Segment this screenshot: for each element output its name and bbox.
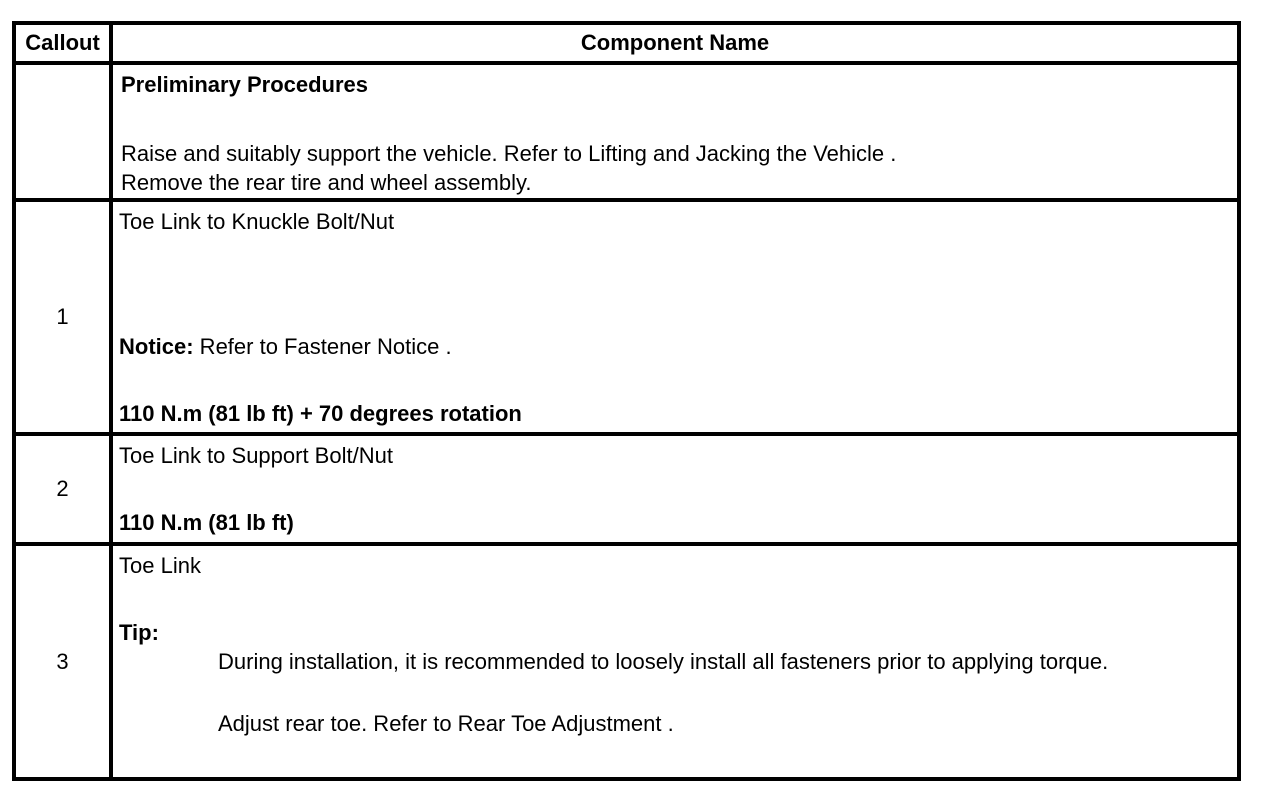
lifting-jacking-link[interactable]: Lifting and Jacking the Vehicle	[588, 141, 885, 166]
callout-number: 3	[14, 544, 111, 779]
table-row	[14, 434, 1239, 544]
notice-label: Notice:	[119, 334, 194, 359]
header-component-name: Component Name	[111, 23, 1239, 63]
procedure-table	[12, 21, 1241, 781]
component-cell	[111, 63, 1239, 200]
torque-spec: 110 N.m (81 lb ft)	[119, 510, 294, 535]
component-name: Toe Link to Knuckle Bolt/Nut	[119, 209, 395, 234]
preliminary-title: Preliminary Procedures	[121, 72, 369, 97]
preliminary-step-2: Remove the rear tire and wheel assembly.	[121, 170, 532, 195]
component-cell	[111, 200, 1239, 434]
header-row	[14, 23, 1239, 63]
preliminary-step-1-prefix: Raise and suitably support the vehicle. Refer to	[121, 141, 589, 166]
preliminary-step-1	[121, 140, 896, 168]
component-name: Toe Link	[119, 553, 201, 578]
table-row	[14, 544, 1239, 779]
header-callout: Callout	[14, 23, 111, 63]
component-cell	[111, 434, 1239, 544]
torque-spec: 110 N.m (81 lb ft) + 70 degrees rotation	[119, 401, 522, 426]
tip-line-1: During installation, it is recommended to loosely install all fasteners prior to applying torque.	[218, 649, 1109, 674]
component-name: Toe Link to Support Bolt/Nut	[119, 443, 393, 468]
table-row-preliminary	[14, 63, 1239, 200]
callout-cell-empty	[14, 63, 111, 200]
preliminary-step-1-suffix: .	[884, 141, 897, 166]
callout-number: 2	[14, 434, 111, 544]
fastener-notice-link[interactable]: Refer to Fastener Notice .	[193, 334, 452, 359]
component-cell	[111, 544, 1239, 779]
rear-toe-adjustment-link[interactable]: Adjust rear toe. Refer to Rear Toe Adjustment .	[218, 711, 674, 736]
tip-label: Tip:	[119, 620, 159, 645]
notice-line	[119, 333, 452, 361]
callout-number: 1	[14, 200, 111, 434]
table-row	[14, 200, 1239, 434]
